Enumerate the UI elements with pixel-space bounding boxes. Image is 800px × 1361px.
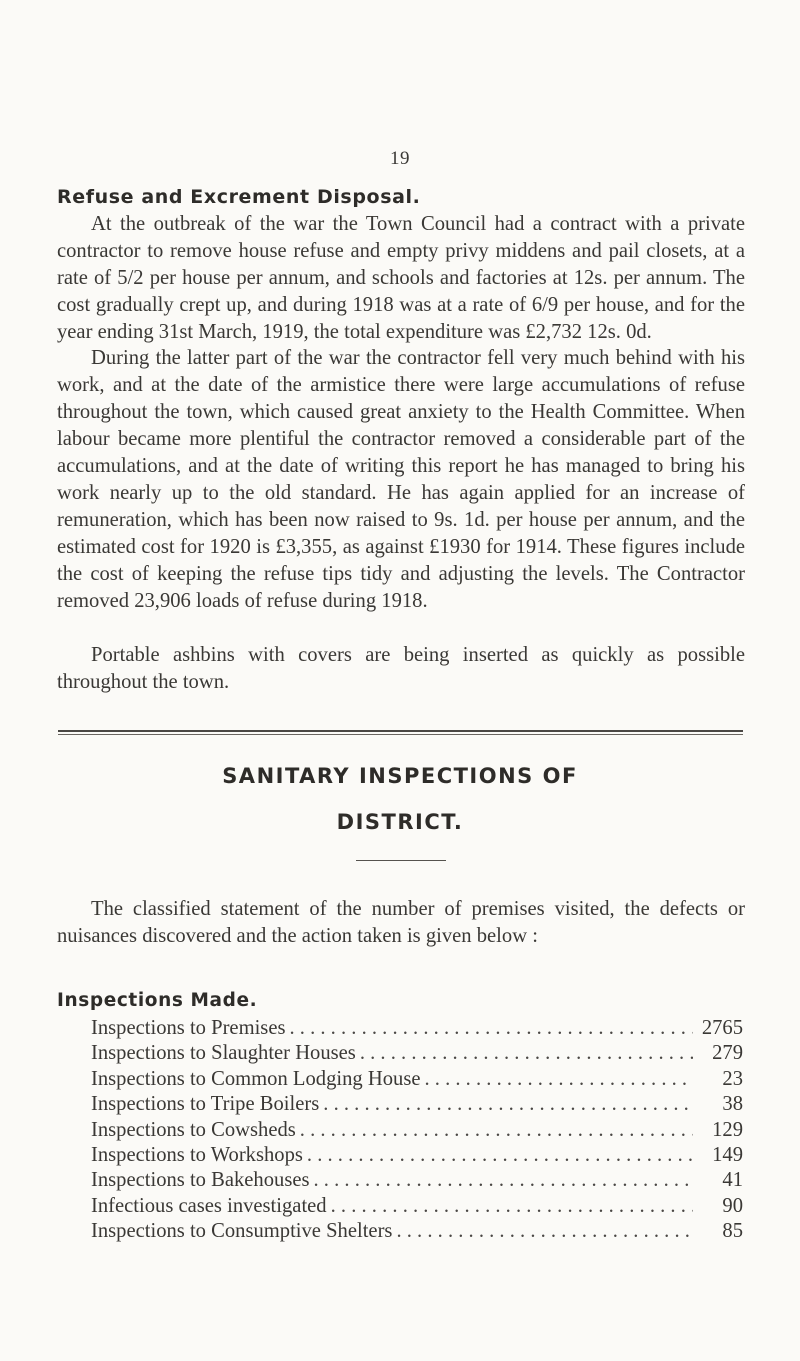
sanitary-heading-line2: DISTRICT.	[336, 810, 464, 834]
list-item	[91, 1143, 743, 1168]
item-label: Inspections to Slaughter Houses	[91, 1042, 356, 1065]
dot-leader	[424, 1067, 693, 1092]
dot-leader	[300, 1118, 693, 1143]
section-divider-thick	[58, 730, 743, 732]
item-label: Inspections to Tripe Boilers	[91, 1093, 320, 1116]
heading-underline-rule	[356, 860, 446, 861]
item-count: 41	[722, 1169, 743, 1192]
dot-leader	[396, 1219, 693, 1244]
inspections-made-heading: Inspections Made.	[57, 990, 258, 1011]
list-item	[91, 1168, 743, 1193]
list-item	[91, 1041, 743, 1066]
item-label: Inspections to Premises	[91, 1017, 286, 1039]
inspections-list	[91, 1016, 743, 1245]
refuse-paragraph-3: Portable ashbins with covers are being inserted as quickly as possible throughout the town.	[57, 644, 745, 693]
item-count: 129	[712, 1118, 743, 1141]
item-count: 149	[712, 1144, 743, 1167]
dot-leader	[314, 1168, 694, 1193]
item-count: 2765	[701, 1017, 743, 1039]
list-item	[91, 1016, 743, 1041]
item-label: Inspections to Workshops	[91, 1144, 303, 1167]
list-item	[91, 1092, 743, 1117]
dot-leader	[307, 1143, 693, 1168]
list-item	[91, 1219, 743, 1244]
item-label: Inspections to Cowsheds	[91, 1118, 296, 1141]
item-label: Inspections to Bakehouses	[91, 1169, 310, 1192]
item-count: 85	[722, 1220, 743, 1243]
dot-leader	[360, 1041, 693, 1066]
item-label: Infectious cases investigated	[91, 1194, 327, 1217]
refuse-paragraph-1: At the outbreak of the war the Town Council had a contract with a private contractor to remove house refuse and empty privy middens and pail closets, at a rate of 5/2 per house per annum, and schools and factories at 12s. per annum. The cost gradually crept up, and during 1918 was at a rate of 6/9 per house, and for the year ending 31st March, 1919, the total expenditure was £2,732 12s. 0d.	[57, 213, 745, 343]
item-label: Inspections to Common Lodging House	[91, 1067, 421, 1090]
item-count: 90	[722, 1194, 743, 1217]
list-item	[91, 1118, 743, 1143]
item-label: Inspections to Consumptive Shelters	[91, 1220, 393, 1243]
dot-leader	[331, 1194, 693, 1219]
item-count: 38	[722, 1093, 743, 1116]
dot-leader	[323, 1092, 693, 1117]
refuse-section-heading: Refuse and Excrement Disposal.	[57, 186, 421, 208]
list-item	[91, 1194, 743, 1219]
section-divider-thin	[58, 734, 743, 735]
sanitary-heading-line1: SANITARY INSPECTIONS OF	[222, 764, 578, 788]
refuse-paragraph-2: During the latter part of the war the contractor fell very much behind with his work, and at the date of the armistice there were large accumulations of refuse throughout the town, which caused great anxiety to the Health Committee. When labour became more plentiful the contractor removed a considerable part of the accumulations, and at the date of writing this report he has managed to bring his work nearly up to the old standard. He has again applied for an increase of remuneration, which has been now raised to 9s. 1d. per house per annum, and the estimated cost for 1920 is £3,355, as against £1930 for 1914. These figures include the cost of keeping the refuse tips tidy and adjusting the levels. The Contractor removed 23,906 loads of refuse during 1918.	[57, 347, 745, 612]
page-number: 19	[390, 148, 410, 169]
item-count: 23	[722, 1067, 743, 1090]
inspections-intro: The classified statement of the number of premises visited, the defects or nuisances discovered and the action taken is given below :	[57, 898, 745, 947]
dot-leader	[289, 1016, 693, 1041]
item-count: 279	[712, 1042, 743, 1065]
list-item	[91, 1067, 743, 1092]
